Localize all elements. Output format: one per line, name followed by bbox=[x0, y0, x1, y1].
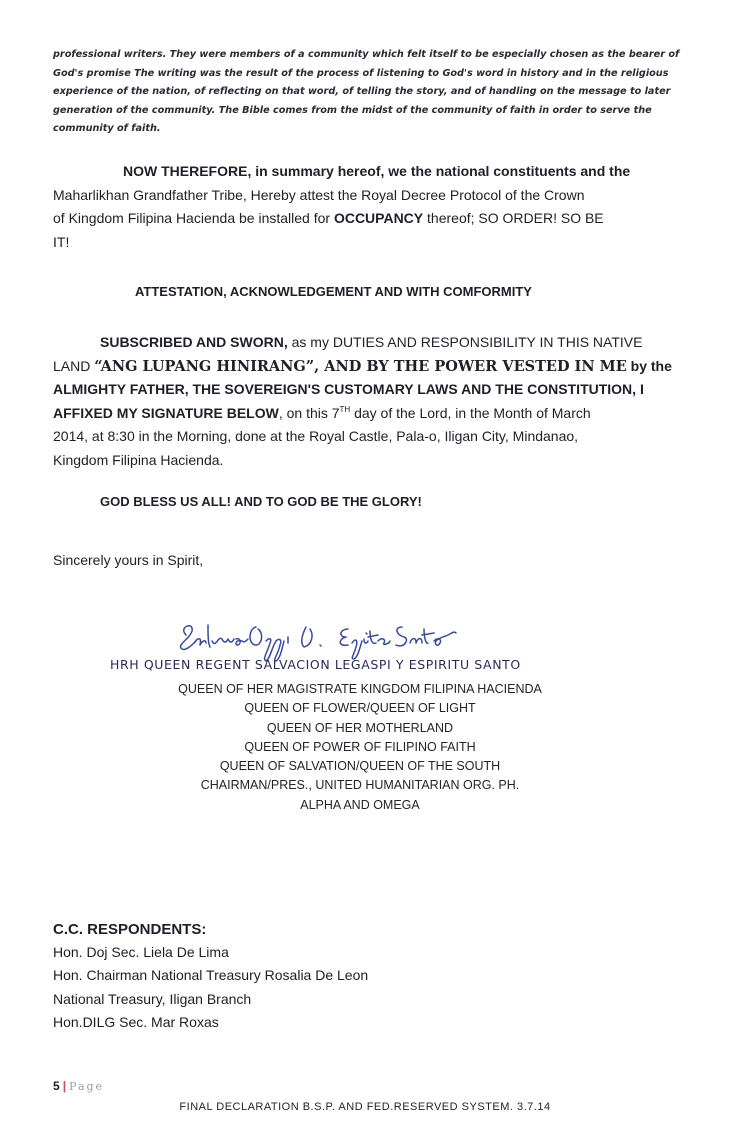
blessing-line: GOD BLESS US ALL! AND TO GOD BE THE GLORY! bbox=[100, 494, 422, 509]
closing-line: Sincerely yours in Spirit, bbox=[53, 552, 204, 568]
signer-title: QUEEN OF FLOWER/QUEEN OF LIGHT bbox=[244, 701, 476, 716]
cc-item: Hon. Chairman National Treasury Rosalia De Leon bbox=[53, 967, 369, 984]
page-separator: | bbox=[62, 1079, 67, 1093]
sworn-line-3: ALMIGHTY FATHER, THE SOVEREIGN'S CUSTOMARY LAWS AND THE CONSTITUTION, I bbox=[53, 381, 644, 397]
cc-respondents bbox=[53, 919, 368, 1034]
signer-title: QUEEN OF POWER OF FILIPINO FAITH bbox=[244, 739, 476, 754]
intro-line: God's promise The writing was the result of the process of listening to God's word in history and in the religious bbox=[53, 67, 669, 79]
signer-title: CHAIRMAN/PRES., UNITED HUMANITARIAN ORG. PH. bbox=[200, 778, 520, 793]
cc-item: National Treasury, Iligan Branch bbox=[53, 990, 252, 1007]
intro-line: community of faith. bbox=[53, 123, 161, 135]
intro-line: professional writers. They were members of a community which felt itself to be especially chosen as the bearer of bbox=[53, 49, 680, 60]
intro-line: generation of the community. The Bible comes from the midst of the community of faith in order to serve the bbox=[53, 104, 652, 116]
therefore-paragraph bbox=[53, 160, 673, 254]
cc-item: Hon. Doj Sec. Liela De Lima bbox=[53, 944, 229, 960]
intro-line: experience of the nation, of reflecting on that word, of telling the story, and of handling on the message to later bbox=[53, 86, 671, 98]
page-number bbox=[53, 1079, 104, 1093]
therefore-line-2: Maharlikhan Grandfather Tribe, Hereby attest the Royal Decree Protocol of the Crown bbox=[53, 186, 585, 203]
therefore-line-4: IT! bbox=[53, 233, 70, 250]
sworn-line-5: 2014, at 8:30 in the Morning, done at the Royal Castle, Pala-o, Iligan City, Mindanao, bbox=[53, 428, 579, 444]
page-number-value: 5 bbox=[53, 1079, 60, 1093]
sworn-line-6: Kingdom Filipina Hacienda. bbox=[53, 451, 224, 468]
signer-title: QUEEN OF SALVATION/QUEEN OF THE SOUTH bbox=[219, 759, 501, 774]
cc-heading: C.C. RESPONDENTS: bbox=[53, 921, 207, 938]
signer-titles bbox=[80, 680, 640, 815]
sworn-line-2: LAND “ANG LUPANG HINIRANG”, AND BY THE POWER VESTED IN ME by the bbox=[53, 357, 672, 375]
signer-title: ALPHA AND OMEGA bbox=[300, 797, 420, 812]
occupancy-text: OCCUPANCY bbox=[333, 210, 424, 226]
sworn-line-1: SUBSCRIBED AND SWORN, as my DUTIES AND RESPONSIBILITY IN THIS NATIVE bbox=[100, 334, 643, 350]
signer-title: QUEEN OF HER MOTHERLAND bbox=[266, 720, 454, 735]
page-word: Page bbox=[69, 1080, 105, 1093]
therefore-line-1 bbox=[53, 160, 673, 184]
signer-title: QUEEN OF HER MAGISTRATE KINGDOM FILIPINA HACIENDA bbox=[178, 682, 542, 696]
footer-declaration: FINAL DECLARATION B.S.P. AND FED.RESERVED SYSTEM. 3.7.14 bbox=[179, 1101, 551, 1113]
attestation-heading: ATTESTATION, ACKNOWLEDGEMENT AND WITH COMFORMITY bbox=[135, 284, 532, 299]
intro-paragraph bbox=[53, 46, 680, 139]
cc-item: Hon.DILG Sec. Mar Roxas bbox=[53, 1013, 219, 1030]
signer-line: HRH QUEEN REGENT SALVACION LEGASPI Y ESPIRITU SANTO bbox=[110, 657, 521, 672]
therefore-lead: NOW THEREFORE, in summary hereof, we the national constituents and the bbox=[123, 163, 631, 179]
sworn-paragraph bbox=[53, 331, 673, 472]
sworn-line-4: AFFIXED MY SIGNATURE BELOW, on this 7TH day of the Lord, in the Month of March bbox=[53, 404, 591, 421]
therefore-line-3: of Kingdom Filipina Hacienda be installed for OCCUPANCY thereof; SO ORDER! SO BE bbox=[53, 210, 604, 226]
